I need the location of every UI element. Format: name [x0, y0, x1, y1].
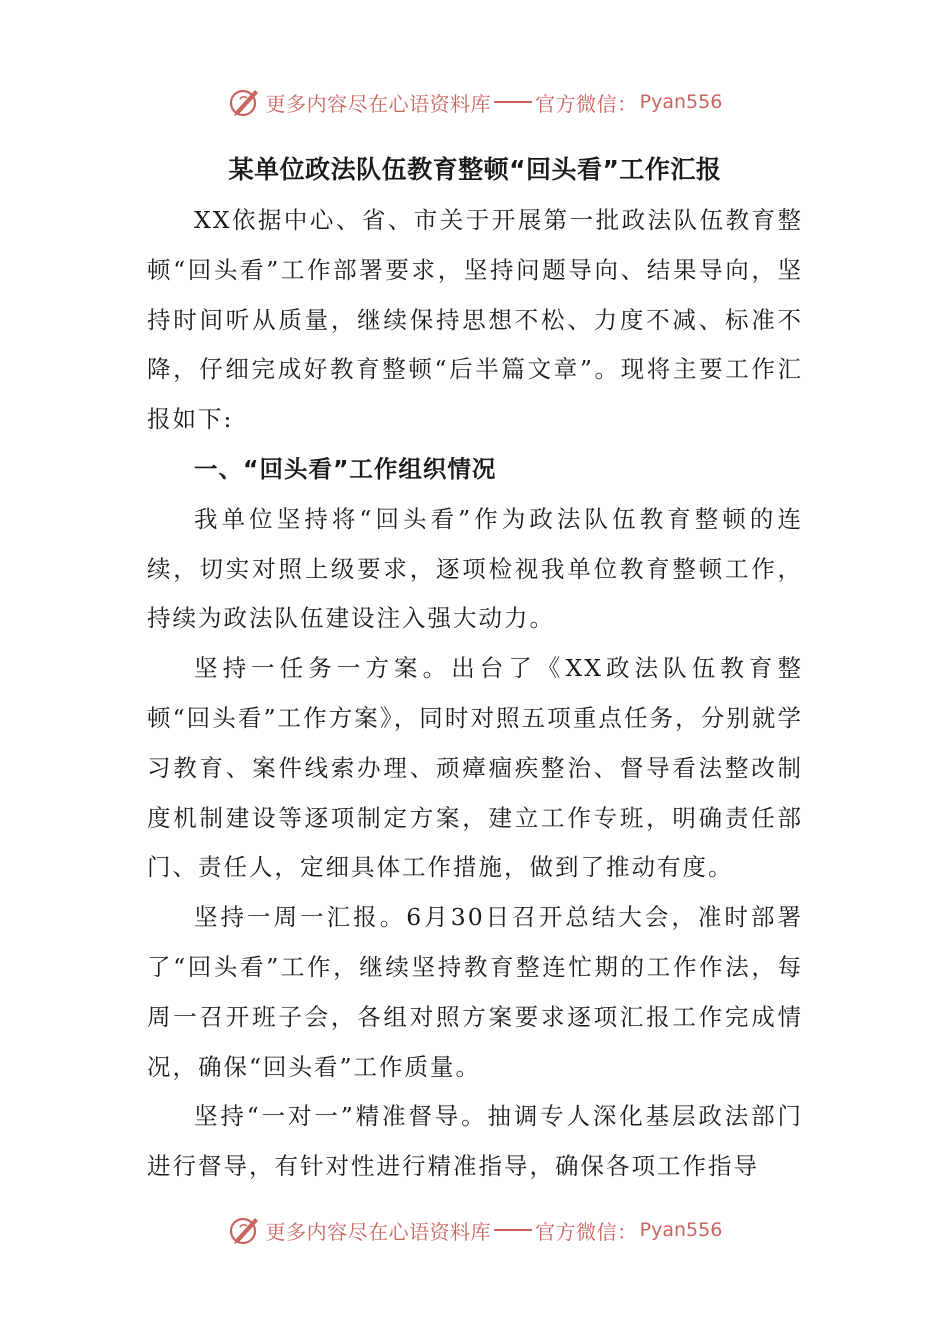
footer-watermark-banner [0, 1210, 950, 1250]
pen-logo-icon [228, 85, 262, 119]
banner-text: 更多内容尽在心语资料库 [265, 1219, 492, 1244]
banner-wechat-id: Pyan556 [639, 91, 723, 113]
body-paragraph: 我单位坚持将“回头看”作为政法队伍教育整顿的连续，切实对照上级要求，逐项检视我单位教育整顿工作，持续为政法队伍建设注入强大动力。 [147, 504, 803, 633]
body-paragraph: 坚持一周一汇报。6月30日召开总结大会，准时部署了“回头看”工作，继续坚持教育整连忙期的工作作法，每周一召开班子会，各组对照方案要求逐项汇报工作完成情况，确保“回头看”工作质量。 [147, 903, 803, 1081]
banner-wechat-id: Pyan556 [639, 1219, 723, 1241]
pen-logo-icon [228, 1213, 262, 1247]
header-watermark-banner [0, 82, 950, 122]
banner-label: 官方微信： [535, 91, 638, 116]
intro-paragraph: XX依据中心、省、市关于开展第一批政法队伍教育整顿“回头看”工作部署要求，坚持问题导向、结果导向，坚持时间听从质量，继续保持思想不松、力度不减、标准不降，仔细完成好教育整顿“后半篇文章”。现将主要工作汇报如下: [147, 206, 803, 434]
banner-dash [494, 101, 532, 103]
banner-text: 更多内容尽在心语资料库 [265, 91, 492, 116]
body-paragraph: 坚持一任务一方案。出台了《XX政法队伍教育整顿“回头看”工作方案》，同时对照五项重点任务，分别就学习教育、案件线索办理、顽瘴痼疾整治、督导看法整改制度机制建设等逐项制定方案，建立工作专班，明确责任部门、责任人，定细具体工作措施，做到了推动有度。 [147, 654, 803, 882]
section-heading: 一、“回头看”工作组织情况 [194, 454, 497, 483]
banner-label: 官方微信： [535, 1219, 638, 1244]
body-paragraph: 坚持“一对一”精准督导。抽调专人深化基层政法部门进行督导，有针对性进行精准指导，确保各项工作指导 [147, 1102, 803, 1181]
document-title: 某单位政法队伍教育整顿“回头看”工作汇报 [228, 155, 722, 184]
banner-dash [494, 1229, 532, 1231]
document-body [147, 196, 803, 1192]
